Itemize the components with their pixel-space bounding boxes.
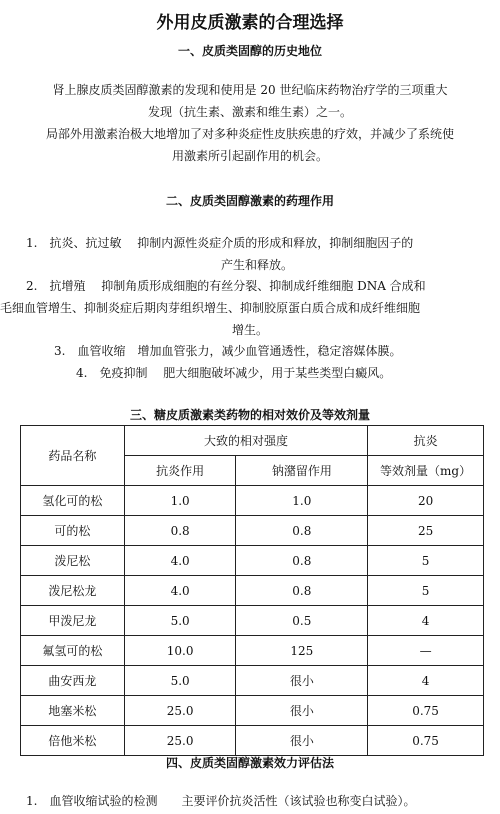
section3-heading: 三、糖皮质激素类药物的相对效价及等效剂量 bbox=[129, 408, 370, 422]
pharmacology-item-1 bbox=[26, 232, 488, 276]
evaluation-item-1: 1. 血管收缩试验的检测 主要评价抗炎活性（该试验也称变白试验）。 bbox=[26, 794, 416, 808]
item1-line1: 1. 抗炎、抗过敏 抑制内源性炎症介质的形成和释放，抑制细胞因子的 bbox=[26, 236, 414, 250]
table-row bbox=[21, 696, 484, 726]
section1-paragraph1 bbox=[14, 79, 486, 123]
table-row bbox=[21, 726, 484, 756]
pharmacology-item-3 bbox=[54, 340, 494, 362]
item4-line1: 4. 免疫抑制 肥大细胞破坏减少，用于某些类型白癜风。 bbox=[76, 366, 392, 380]
anti-inflammatory-value: 0.8 bbox=[124, 516, 236, 546]
table-row bbox=[21, 516, 484, 546]
sodium-retention-value: 1.0 bbox=[236, 486, 368, 516]
sodium-retention-value: 125 bbox=[236, 636, 368, 666]
table-row bbox=[21, 486, 484, 516]
equivalent-dose-value: 25 bbox=[368, 516, 484, 546]
sodium-retention-value: 0.5 bbox=[236, 606, 368, 636]
table-header-row bbox=[21, 426, 484, 456]
sodium-retention-value: 0.8 bbox=[236, 546, 368, 576]
equivalent-dose-value: 5 bbox=[368, 546, 484, 576]
drug-name: 倍他米松 bbox=[21, 726, 125, 756]
item2-line1: 2. 抗增殖 抑制角质形成细胞的有丝分裂、抑制成纤维细胞 DNA 合成和 bbox=[26, 279, 426, 293]
subheader-equivalent-dose: 等效剂量（mg） bbox=[368, 456, 484, 486]
anti-inflammatory-value: 25.0 bbox=[124, 726, 236, 756]
subheader-anti-inflammatory-action: 抗炎作用 bbox=[124, 456, 236, 486]
equivalent-dose-value: 20 bbox=[368, 486, 484, 516]
anti-inflammatory-value: 5.0 bbox=[124, 666, 236, 696]
table-row bbox=[21, 576, 484, 606]
header-anti-inflammatory: 抗炎 bbox=[368, 426, 484, 456]
subheader-sodium-retention: 钠潴留作用 bbox=[236, 456, 368, 486]
drug-name: 泼尼松 bbox=[21, 546, 125, 576]
sodium-retention-value: 0.8 bbox=[236, 576, 368, 606]
equivalent-dose-value: 4 bbox=[368, 606, 484, 636]
section1-p2-line2: 用激素所引起副作用的机会。 bbox=[171, 149, 328, 163]
equivalent-dose-value: 0.75 bbox=[368, 726, 484, 756]
table-row bbox=[21, 546, 484, 576]
anti-inflammatory-value: 1.0 bbox=[124, 486, 236, 516]
section1-heading: 一、皮质类固醇的历史地位 bbox=[177, 44, 322, 58]
item3-line1: 3. 血管收缩 增加血管张力，减少血管通透性，稳定溶媒体膜。 bbox=[54, 344, 402, 358]
drug-name: 地塞米松 bbox=[21, 696, 125, 726]
item2-line2: 毛细血管增生、抑制炎症后期肉芽组织增生、抑制胶原蛋白质合成和成纤维细胞 bbox=[0, 301, 421, 315]
item2-line3: 增生。 bbox=[231, 323, 268, 337]
sodium-retention-value: 很小 bbox=[236, 696, 368, 726]
anti-inflammatory-value: 10.0 bbox=[124, 636, 236, 666]
item1-line2: 产生和释放。 bbox=[220, 258, 293, 272]
drug-name: 可的松 bbox=[21, 516, 125, 546]
header-drug-name: 药品名称 bbox=[21, 426, 125, 486]
table-row bbox=[21, 666, 484, 696]
section4-heading: 四、皮质类固醇激素效力评估法 bbox=[165, 756, 334, 770]
equivalent-dose-value: 5 bbox=[368, 576, 484, 606]
drug-name: 氢化可的松 bbox=[21, 486, 125, 516]
anti-inflammatory-value: 25.0 bbox=[124, 696, 236, 726]
drug-name: 泼尼松龙 bbox=[21, 576, 125, 606]
equivalent-dose-value: — bbox=[368, 636, 484, 666]
equivalent-dose-value: 0.75 bbox=[368, 696, 484, 726]
anti-inflammatory-value: 4.0 bbox=[124, 546, 236, 576]
equivalent-dose-value: 4 bbox=[368, 666, 484, 696]
section1-p1-line2: 发现（抗生素、激素和维生素）之一。 bbox=[147, 105, 352, 119]
section1-p2-line1: 局部外用激素治极大地增加了对多种炎症性皮肤疾患的疗效，并减少了系统使 bbox=[45, 127, 454, 141]
drug-name: 甲泼尼龙 bbox=[21, 606, 125, 636]
drug-name: 曲安西龙 bbox=[21, 666, 125, 696]
pharmacology-item-4 bbox=[76, 362, 496, 384]
potency-table bbox=[20, 425, 484, 756]
section2-heading: 二、皮质类固醇激素的药理作用 bbox=[165, 194, 334, 208]
section1-paragraph2 bbox=[0, 123, 500, 167]
sodium-retention-value: 很小 bbox=[236, 666, 368, 696]
sodium-retention-value: 很小 bbox=[236, 726, 368, 756]
section1-p1-line1: 肾上腺皮质类固醇激素的发现和使用是 20 世纪临床药物治疗学的三项重大 bbox=[52, 83, 448, 97]
header-relative-strength: 大致的相对强度 bbox=[124, 426, 367, 456]
table-row bbox=[21, 606, 484, 636]
table-row bbox=[21, 636, 484, 666]
anti-inflammatory-value: 4.0 bbox=[124, 576, 236, 606]
drug-name: 氟氢可的松 bbox=[21, 636, 125, 666]
pharmacology-item-2 bbox=[0, 275, 500, 341]
anti-inflammatory-value: 5.0 bbox=[124, 606, 236, 636]
document-title: 外用皮质激素的合理选择 bbox=[156, 13, 344, 33]
sodium-retention-value: 0.8 bbox=[236, 516, 368, 546]
